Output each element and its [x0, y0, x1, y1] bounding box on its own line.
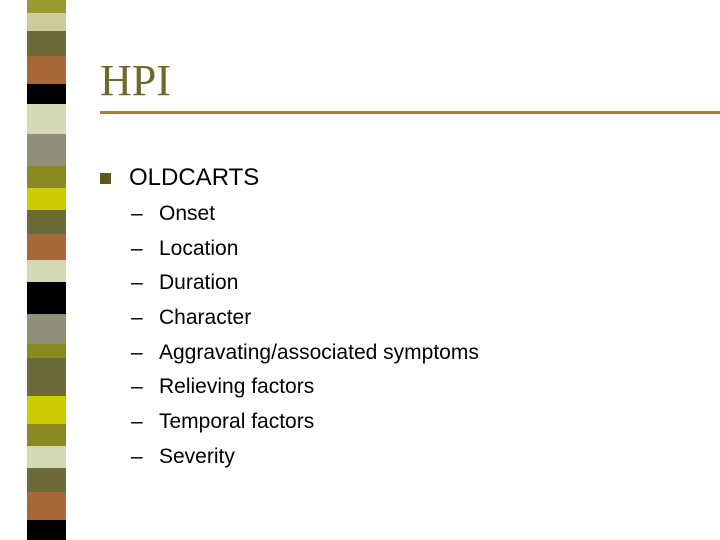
dash-icon: –: [131, 271, 143, 295]
list-item-label: Character: [159, 306, 252, 330]
stripe-gray: [27, 134, 66, 166]
list-item-label: Onset: [159, 202, 216, 225]
list-item-label: Temporal factors: [159, 410, 315, 434]
stripe-olive: [27, 0, 66, 13]
list-item-label: Duration: [159, 271, 239, 295]
stripe-brown: [27, 56, 66, 84]
list-item-label: Severity: [159, 444, 235, 468]
stripe-pale: [27, 104, 66, 134]
dash-icon: –: [131, 410, 143, 434]
stripe-olive: [27, 166, 66, 188]
stripe-yellow: [27, 396, 66, 424]
dash-icon: –: [131, 444, 143, 468]
dash-icon: –: [131, 202, 143, 225]
stripe-black: [27, 84, 66, 104]
stripe-yellow: [27, 188, 66, 210]
dash-icon: –: [131, 375, 143, 399]
stripe-dark-olive: [27, 468, 66, 492]
decorative-stripe-column: [27, 0, 66, 540]
stripe-dark-olive: [27, 31, 66, 56]
bullet-oldcarts: OLDCARTS: [129, 164, 260, 191]
dash-icon: –: [131, 236, 143, 260]
stripe-black: [27, 520, 66, 540]
slide-title: HPI: [100, 56, 171, 105]
stripe-brown: [27, 234, 66, 260]
stripe-pale: [27, 446, 66, 468]
stripe-cream: [27, 13, 66, 31]
list-item-label: Location: [159, 236, 239, 260]
list-item-label: Relieving factors: [159, 375, 315, 399]
stripe-olive: [27, 344, 66, 358]
stripe-dark-olive: [27, 210, 66, 234]
stripe-black: [27, 282, 66, 314]
square-bullet-icon: [100, 173, 111, 184]
stripe-gray: [27, 314, 66, 344]
list-item-label: Aggravating/associated symptoms: [159, 340, 479, 364]
stripe-brown: [27, 492, 66, 520]
dash-icon: –: [131, 340, 143, 364]
stripe-olive: [27, 424, 66, 446]
dash-icon: –: [131, 306, 143, 330]
title-divider: [100, 111, 720, 114]
stripe-dark-olive: [27, 358, 66, 396]
stripe-pale: [27, 260, 66, 282]
